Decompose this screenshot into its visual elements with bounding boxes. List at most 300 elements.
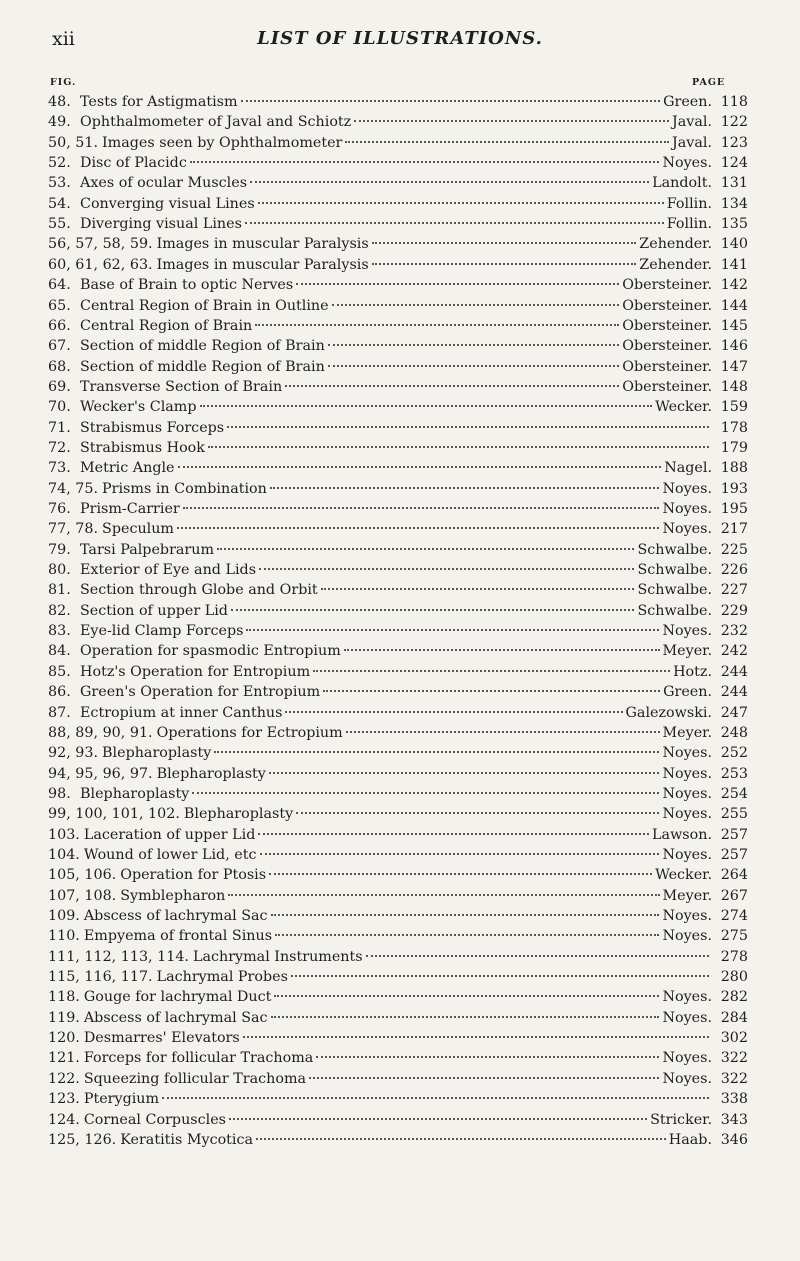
figure-number: 123. bbox=[48, 1091, 80, 1108]
figure-number: 67. bbox=[48, 338, 71, 355]
list-item bbox=[48, 1048, 748, 1068]
page-reference: 135 bbox=[720, 216, 748, 233]
dot-leader bbox=[178, 466, 662, 468]
page-reference: 232 bbox=[720, 623, 748, 640]
illustration-author: Noyes. bbox=[662, 623, 712, 640]
page-reference: 282 bbox=[720, 989, 748, 1006]
list-item bbox=[48, 336, 748, 356]
list-item bbox=[48, 1069, 748, 1089]
illustration-title: Diverging visual Lines bbox=[80, 216, 242, 233]
figure-number: 53. bbox=[48, 175, 71, 192]
illustration-title: Empyema of frontal Sinus bbox=[83, 928, 273, 945]
figure-number: 71. bbox=[48, 419, 71, 436]
dot-leader bbox=[177, 527, 659, 529]
illustration-title: Images in muscular Paralysis bbox=[156, 236, 369, 253]
list-item bbox=[48, 1008, 748, 1028]
list-item bbox=[48, 662, 748, 682]
page-reference: 255 bbox=[720, 806, 748, 823]
dot-leader bbox=[227, 426, 709, 428]
illustration-author: Noyes. bbox=[662, 928, 712, 945]
dot-leader bbox=[241, 100, 661, 102]
page-reference: 144 bbox=[720, 297, 748, 314]
list-item bbox=[48, 784, 748, 804]
dot-leader bbox=[162, 1097, 709, 1099]
illustration-author: Noyes. bbox=[662, 1009, 712, 1026]
figure-number: 115, 116, 117. bbox=[48, 969, 153, 986]
page-reference: 253 bbox=[720, 765, 748, 782]
illustration-author: Schwalbe. bbox=[637, 541, 712, 558]
illustration-title: Operation for Ptosis bbox=[120, 867, 267, 884]
illustration-author: Noyes. bbox=[662, 155, 712, 172]
list-item bbox=[48, 214, 748, 234]
list-item bbox=[48, 967, 748, 987]
illustration-title: Section of upper Lid bbox=[80, 602, 228, 619]
figure-number: 125, 126. bbox=[48, 1131, 117, 1148]
illustration-author: Obersteiner. bbox=[622, 317, 712, 334]
page-reference: 284 bbox=[720, 1009, 748, 1026]
page-reference: 302 bbox=[720, 1030, 748, 1047]
illustration-title: Squeezing follicular Trachoma bbox=[83, 1070, 307, 1087]
dot-leader bbox=[285, 711, 622, 713]
figure-number: 55. bbox=[48, 216, 71, 233]
list-item bbox=[48, 92, 748, 112]
page-header bbox=[0, 28, 800, 58]
dot-leader bbox=[296, 812, 659, 814]
illustration-title: Pterygium bbox=[83, 1091, 160, 1108]
figure-number: 94, 95, 96, 97. bbox=[48, 765, 153, 782]
illustration-title: Section of middle Region of Brain bbox=[80, 338, 325, 355]
list-item bbox=[48, 418, 748, 438]
list-item bbox=[48, 560, 748, 580]
dot-leader bbox=[258, 202, 664, 204]
figure-number: 88, 89, 90, 91. bbox=[48, 724, 153, 741]
page-reference: 252 bbox=[720, 745, 748, 762]
figure-number: 49. bbox=[48, 114, 71, 131]
dot-leader bbox=[354, 120, 669, 122]
page-reference: 124 bbox=[720, 155, 748, 172]
list-item bbox=[48, 519, 748, 539]
illustration-title: Ectropium at inner Canthus bbox=[80, 704, 283, 721]
list-item bbox=[48, 1110, 748, 1130]
illustration-title: Lachrymal Probes bbox=[156, 969, 288, 986]
illustration-author: Lawson. bbox=[652, 826, 712, 843]
illustration-author: Zehender. bbox=[639, 256, 712, 273]
page-reference: 247 bbox=[720, 704, 748, 721]
dot-leader bbox=[208, 446, 709, 448]
list-item bbox=[48, 641, 748, 661]
figure-number: 54. bbox=[48, 195, 71, 212]
dot-leader bbox=[200, 405, 653, 407]
list-item bbox=[48, 1130, 748, 1150]
dot-leader bbox=[291, 975, 709, 977]
illustration-title: Prism-Carrier bbox=[80, 501, 180, 517]
list-item bbox=[48, 153, 748, 173]
illustration-title: Wound of lower Lid, etc bbox=[83, 846, 257, 863]
illustration-title: Forceps for follicular Trachoma bbox=[83, 1050, 314, 1067]
list-item bbox=[48, 499, 748, 519]
dot-leader bbox=[372, 242, 637, 244]
illustration-author: Noyes. bbox=[662, 480, 712, 497]
figure-number: 66. bbox=[48, 317, 71, 334]
illustration-author: Noyes. bbox=[662, 908, 712, 924]
illustration-title: Central Region of Brain bbox=[80, 317, 253, 334]
figure-number: 73. bbox=[48, 460, 71, 477]
illustration-title: Tarsi Palpebrarum bbox=[80, 541, 215, 558]
illustration-title: Section of middle Region of Brain bbox=[80, 358, 325, 375]
dot-leader bbox=[256, 1138, 666, 1140]
dot-leader bbox=[245, 222, 664, 224]
figure-number: 85. bbox=[48, 663, 71, 680]
list-item bbox=[48, 377, 748, 397]
illustration-author: Noyes. bbox=[662, 521, 712, 538]
dot-leader bbox=[250, 181, 649, 183]
page-reference: 257 bbox=[720, 846, 748, 863]
page-reference: 123 bbox=[720, 134, 748, 151]
page-reference: 217 bbox=[720, 521, 748, 538]
dot-leader bbox=[271, 914, 660, 916]
illustration-title: Disc of Placidc bbox=[80, 155, 187, 172]
list-item bbox=[48, 621, 748, 641]
illustration-author: Meyer. bbox=[662, 643, 712, 660]
dot-leader bbox=[243, 1036, 709, 1038]
illustration-author: Follin. bbox=[666, 216, 712, 233]
illustration-title: Operation for spasmodic Entropium bbox=[80, 643, 341, 660]
illustration-author: Meyer. bbox=[662, 887, 712, 904]
illustration-author: Obersteiner. bbox=[622, 338, 712, 355]
dot-leader bbox=[271, 1016, 660, 1018]
illustration-author: Schwalbe. bbox=[637, 602, 712, 619]
illustration-title: Base of Brain to optic Nerves bbox=[80, 277, 294, 294]
page-reference: 225 bbox=[720, 541, 748, 558]
dot-leader bbox=[190, 161, 660, 163]
illustration-title: Metric Angle bbox=[80, 460, 175, 477]
figure-number: 77, 78. bbox=[48, 521, 99, 538]
illustration-title: Tests for Astigmatism bbox=[80, 94, 238, 110]
list-item bbox=[48, 1089, 748, 1109]
page-reference: 280 bbox=[720, 969, 748, 986]
illustration-title: Lachrymal Instruments bbox=[192, 948, 363, 965]
list-item bbox=[48, 133, 748, 153]
page-reference: 131 bbox=[720, 175, 748, 192]
illustration-author: Stricker. bbox=[650, 1111, 712, 1128]
illustration-title: Blepharoplasty bbox=[80, 785, 190, 802]
figure-number: 92, 93. bbox=[48, 745, 99, 762]
page-reference: 322 bbox=[720, 1050, 748, 1067]
list-item bbox=[48, 886, 748, 906]
illustration-author: Landolt. bbox=[652, 175, 712, 192]
illustration-author: Green. bbox=[663, 94, 712, 110]
list-item bbox=[48, 458, 748, 478]
page-reference: 267 bbox=[720, 887, 748, 904]
figure-number: 84. bbox=[48, 643, 71, 660]
list-item bbox=[48, 112, 748, 132]
illustration-title: Keratitis Mycotica bbox=[120, 1131, 254, 1148]
list-item bbox=[48, 947, 748, 967]
illustration-title: Desmarres' Elevators bbox=[83, 1030, 240, 1047]
figure-number: 107, 108. bbox=[48, 887, 117, 904]
page-reference: 242 bbox=[720, 643, 748, 660]
illustration-title: Ophthalmometer of Javal and Schiotz bbox=[80, 114, 352, 131]
page-reference: 248 bbox=[720, 724, 748, 741]
dot-leader bbox=[229, 1118, 647, 1120]
illustration-title: Images in muscular Paralysis bbox=[156, 256, 369, 273]
illustration-author: Noyes. bbox=[662, 846, 712, 863]
page-reference: 338 bbox=[720, 1091, 748, 1108]
page-reference: 278 bbox=[720, 948, 748, 965]
figure-number: 109. bbox=[48, 908, 80, 924]
page-reference: 244 bbox=[720, 684, 748, 701]
dot-leader bbox=[366, 955, 709, 957]
figure-number: 105, 106. bbox=[48, 867, 117, 884]
figure-number: 60, 61, 62, 63. bbox=[48, 256, 153, 273]
figure-number: 122. bbox=[48, 1070, 80, 1087]
illustration-author: Obersteiner. bbox=[622, 277, 712, 294]
dot-leader bbox=[372, 263, 637, 265]
page-reference: 226 bbox=[720, 562, 748, 579]
illustration-title: Gouge for lachrymal Duct bbox=[83, 989, 272, 1006]
page-reference: 257 bbox=[720, 826, 748, 843]
figure-number: 83. bbox=[48, 623, 71, 640]
illustration-title: Corneal Corpuscles bbox=[83, 1111, 226, 1128]
illustration-author: Noyes. bbox=[662, 785, 712, 802]
figure-number: 121. bbox=[48, 1050, 80, 1067]
illustration-author: Obersteiner. bbox=[622, 378, 712, 395]
illustration-title: Transverse Section of Brain bbox=[80, 378, 283, 395]
page-reference: 140 bbox=[720, 236, 748, 253]
illustration-author: Wecker. bbox=[655, 399, 712, 416]
page-reference: 134 bbox=[720, 195, 748, 212]
list-item bbox=[48, 723, 748, 743]
illustration-author: Green. bbox=[663, 684, 712, 701]
illustration-title: Hotz's Operation for Entropium bbox=[80, 663, 311, 680]
illustration-author: Follin. bbox=[666, 195, 712, 212]
dot-leader bbox=[228, 894, 659, 896]
dot-leader bbox=[269, 873, 652, 875]
list-item bbox=[48, 316, 748, 336]
page-reference: 146 bbox=[720, 338, 748, 355]
illustration-author: Obersteiner. bbox=[622, 358, 712, 375]
list-item bbox=[48, 173, 748, 193]
dot-leader bbox=[192, 792, 659, 794]
column-headings bbox=[0, 77, 800, 93]
dot-leader bbox=[214, 751, 659, 753]
figure-number: 110. bbox=[48, 928, 80, 945]
page-reference: 244 bbox=[720, 663, 748, 680]
list-item bbox=[48, 580, 748, 600]
illustration-author: Javal. bbox=[672, 114, 712, 131]
illustration-title: Symblepharon bbox=[120, 887, 226, 904]
list-item bbox=[48, 865, 748, 885]
page-reference: 141 bbox=[720, 256, 748, 273]
illustration-author: Meyer. bbox=[662, 724, 712, 741]
illustration-author: Noyes. bbox=[662, 745, 712, 762]
figure-number: 72. bbox=[48, 439, 71, 456]
figure-number: 65. bbox=[48, 297, 71, 314]
illustration-title: Abscess of lachrymal Sac bbox=[83, 908, 268, 924]
dot-leader bbox=[274, 995, 659, 997]
illustration-title: Blepharoplasty bbox=[156, 765, 266, 782]
illustration-title: Laceration of upper Lid bbox=[83, 826, 256, 843]
page-reference: 193 bbox=[720, 480, 748, 497]
list-item bbox=[48, 703, 748, 723]
list-item bbox=[48, 234, 748, 254]
dot-leader bbox=[246, 629, 659, 631]
illustration-title: Central Region of Brain in Outline bbox=[80, 297, 329, 314]
list-item bbox=[48, 438, 748, 458]
illustration-title: Exterior of Eye and Lids bbox=[80, 562, 257, 579]
illustration-title: Abscess of lachrymal Sac bbox=[83, 1009, 268, 1026]
list-item bbox=[48, 194, 748, 214]
dot-leader bbox=[316, 1056, 659, 1058]
page-reference: 122 bbox=[720, 114, 748, 131]
figure-number: 68. bbox=[48, 358, 71, 375]
figure-number: 70. bbox=[48, 399, 71, 416]
illustration-title: Prisms in Combination bbox=[102, 480, 267, 497]
figure-number: 56, 57, 58, 59. bbox=[48, 236, 153, 253]
figure-number: 103. bbox=[48, 826, 80, 843]
illustration-title: Green's Operation for Entropium bbox=[80, 684, 321, 701]
list-item bbox=[48, 357, 748, 377]
figure-number: 79. bbox=[48, 541, 71, 558]
illustration-author: Nagel. bbox=[664, 460, 712, 477]
page-reference: 346 bbox=[720, 1131, 748, 1148]
illustration-author: Schwalbe. bbox=[637, 582, 712, 599]
illustration-author: Noyes. bbox=[662, 501, 712, 517]
dot-leader bbox=[332, 304, 620, 306]
running-title: LIST OF ILLUSTRATIONS. bbox=[257, 28, 543, 49]
list-item bbox=[48, 296, 748, 316]
dot-leader bbox=[258, 833, 649, 835]
figure-number: 50, 51. bbox=[48, 134, 99, 151]
figure-number: 82. bbox=[48, 602, 71, 619]
illustration-author: Noyes. bbox=[662, 1050, 712, 1067]
dot-leader bbox=[309, 1077, 659, 1079]
page-reference: 195 bbox=[720, 501, 748, 517]
illustration-title: Blepharoplasty bbox=[183, 806, 294, 823]
illustration-title: Converging visual Lines bbox=[80, 195, 255, 212]
dot-leader bbox=[328, 344, 619, 346]
list-item bbox=[48, 479, 748, 499]
dot-leader bbox=[346, 731, 660, 733]
illustration-author: Javal. bbox=[672, 134, 712, 151]
figure-number: 99, 100, 101, 102. bbox=[48, 806, 180, 823]
list-item bbox=[48, 397, 748, 417]
list-item bbox=[48, 926, 748, 946]
figure-number: 98. bbox=[48, 785, 71, 802]
illustration-author: Haab. bbox=[668, 1131, 712, 1148]
page-reference: 142 bbox=[720, 277, 748, 294]
illustration-title: Axes of ocular Muscles bbox=[80, 175, 248, 192]
dot-leader bbox=[183, 507, 660, 509]
figure-number: 124. bbox=[48, 1111, 80, 1128]
dot-leader bbox=[275, 934, 659, 936]
dot-leader bbox=[323, 690, 660, 692]
dot-leader bbox=[285, 385, 619, 387]
dot-leader bbox=[259, 568, 634, 570]
page-reference: 254 bbox=[720, 785, 748, 802]
list-item bbox=[48, 255, 748, 275]
page-reference: 148 bbox=[720, 378, 748, 395]
dot-leader bbox=[231, 609, 635, 611]
illustration-author: Zehender. bbox=[639, 236, 712, 253]
list-item bbox=[48, 825, 748, 845]
illustration-title: Blepharoplasty bbox=[102, 745, 212, 762]
illustration-title: Images seen by Ophthalmometer bbox=[102, 134, 343, 151]
list-item bbox=[48, 804, 748, 824]
figure-number: 76. bbox=[48, 501, 71, 517]
figure-number: 111, 112, 113, 114. bbox=[48, 948, 189, 965]
page-reference: 322 bbox=[720, 1070, 748, 1087]
illustration-author: Hotz. bbox=[673, 663, 712, 680]
illustration-title: Strabismus Forceps bbox=[80, 419, 225, 436]
illustration-author: Wecker. bbox=[655, 867, 712, 884]
page-reference: 188 bbox=[720, 460, 748, 477]
dot-leader bbox=[217, 548, 634, 550]
dot-leader bbox=[255, 324, 619, 326]
dot-leader bbox=[321, 588, 635, 590]
figure-number: 48. bbox=[48, 94, 71, 110]
list-item bbox=[48, 275, 748, 295]
list-item bbox=[48, 845, 748, 865]
list-item bbox=[48, 540, 748, 560]
page-reference: 275 bbox=[720, 928, 748, 945]
figure-number: 119. bbox=[48, 1009, 80, 1026]
illustration-author: Galezowski. bbox=[625, 704, 712, 721]
page-reference: 264 bbox=[720, 867, 748, 884]
page-column-heading: PAGE bbox=[692, 77, 726, 88]
figure-number: 120. bbox=[48, 1030, 80, 1047]
figure-number: 118. bbox=[48, 989, 80, 1006]
illustration-title: Eye-lid Clamp Forceps bbox=[80, 623, 244, 640]
dot-leader bbox=[313, 670, 670, 672]
illustration-author: Noyes. bbox=[662, 989, 712, 1006]
figure-number: 69. bbox=[48, 378, 71, 395]
page-reference: 178 bbox=[720, 419, 748, 436]
figure-number: 104. bbox=[48, 846, 80, 863]
page-reference: 118 bbox=[720, 94, 748, 110]
page-reference: 145 bbox=[720, 317, 748, 334]
illustration-author: Noyes. bbox=[662, 1070, 712, 1087]
illustration-author: Obersteiner. bbox=[622, 297, 712, 314]
page-reference: 159 bbox=[720, 399, 748, 416]
illustration-title: Section through Globe and Orbit bbox=[80, 582, 318, 599]
figure-number: 64. bbox=[48, 277, 71, 294]
page-number: xii bbox=[52, 28, 75, 50]
figure-number: 86. bbox=[48, 684, 71, 701]
dot-leader bbox=[344, 649, 660, 651]
dot-leader bbox=[260, 853, 660, 855]
illustration-title: Strabismus Hook bbox=[80, 439, 205, 456]
fig-column-heading: FIG. bbox=[50, 77, 77, 88]
list-item bbox=[48, 987, 748, 1007]
list-item bbox=[48, 906, 748, 926]
dot-leader bbox=[345, 141, 669, 143]
illustration-author: Noyes. bbox=[662, 765, 712, 782]
page-reference: 274 bbox=[720, 908, 748, 924]
illustration-title: Wecker's Clamp bbox=[80, 399, 197, 416]
list-item bbox=[48, 601, 748, 621]
figure-number: 87. bbox=[48, 704, 71, 721]
figure-number: 80. bbox=[48, 562, 71, 579]
dot-leader bbox=[269, 772, 660, 774]
list-item bbox=[48, 743, 748, 763]
illustration-author: Schwalbe. bbox=[637, 562, 712, 579]
list-item bbox=[48, 764, 748, 784]
illustration-title: Speculum bbox=[102, 521, 174, 538]
list-item bbox=[48, 682, 748, 702]
page-reference: 147 bbox=[720, 358, 748, 375]
illustration-author: Noyes. bbox=[662, 806, 712, 823]
